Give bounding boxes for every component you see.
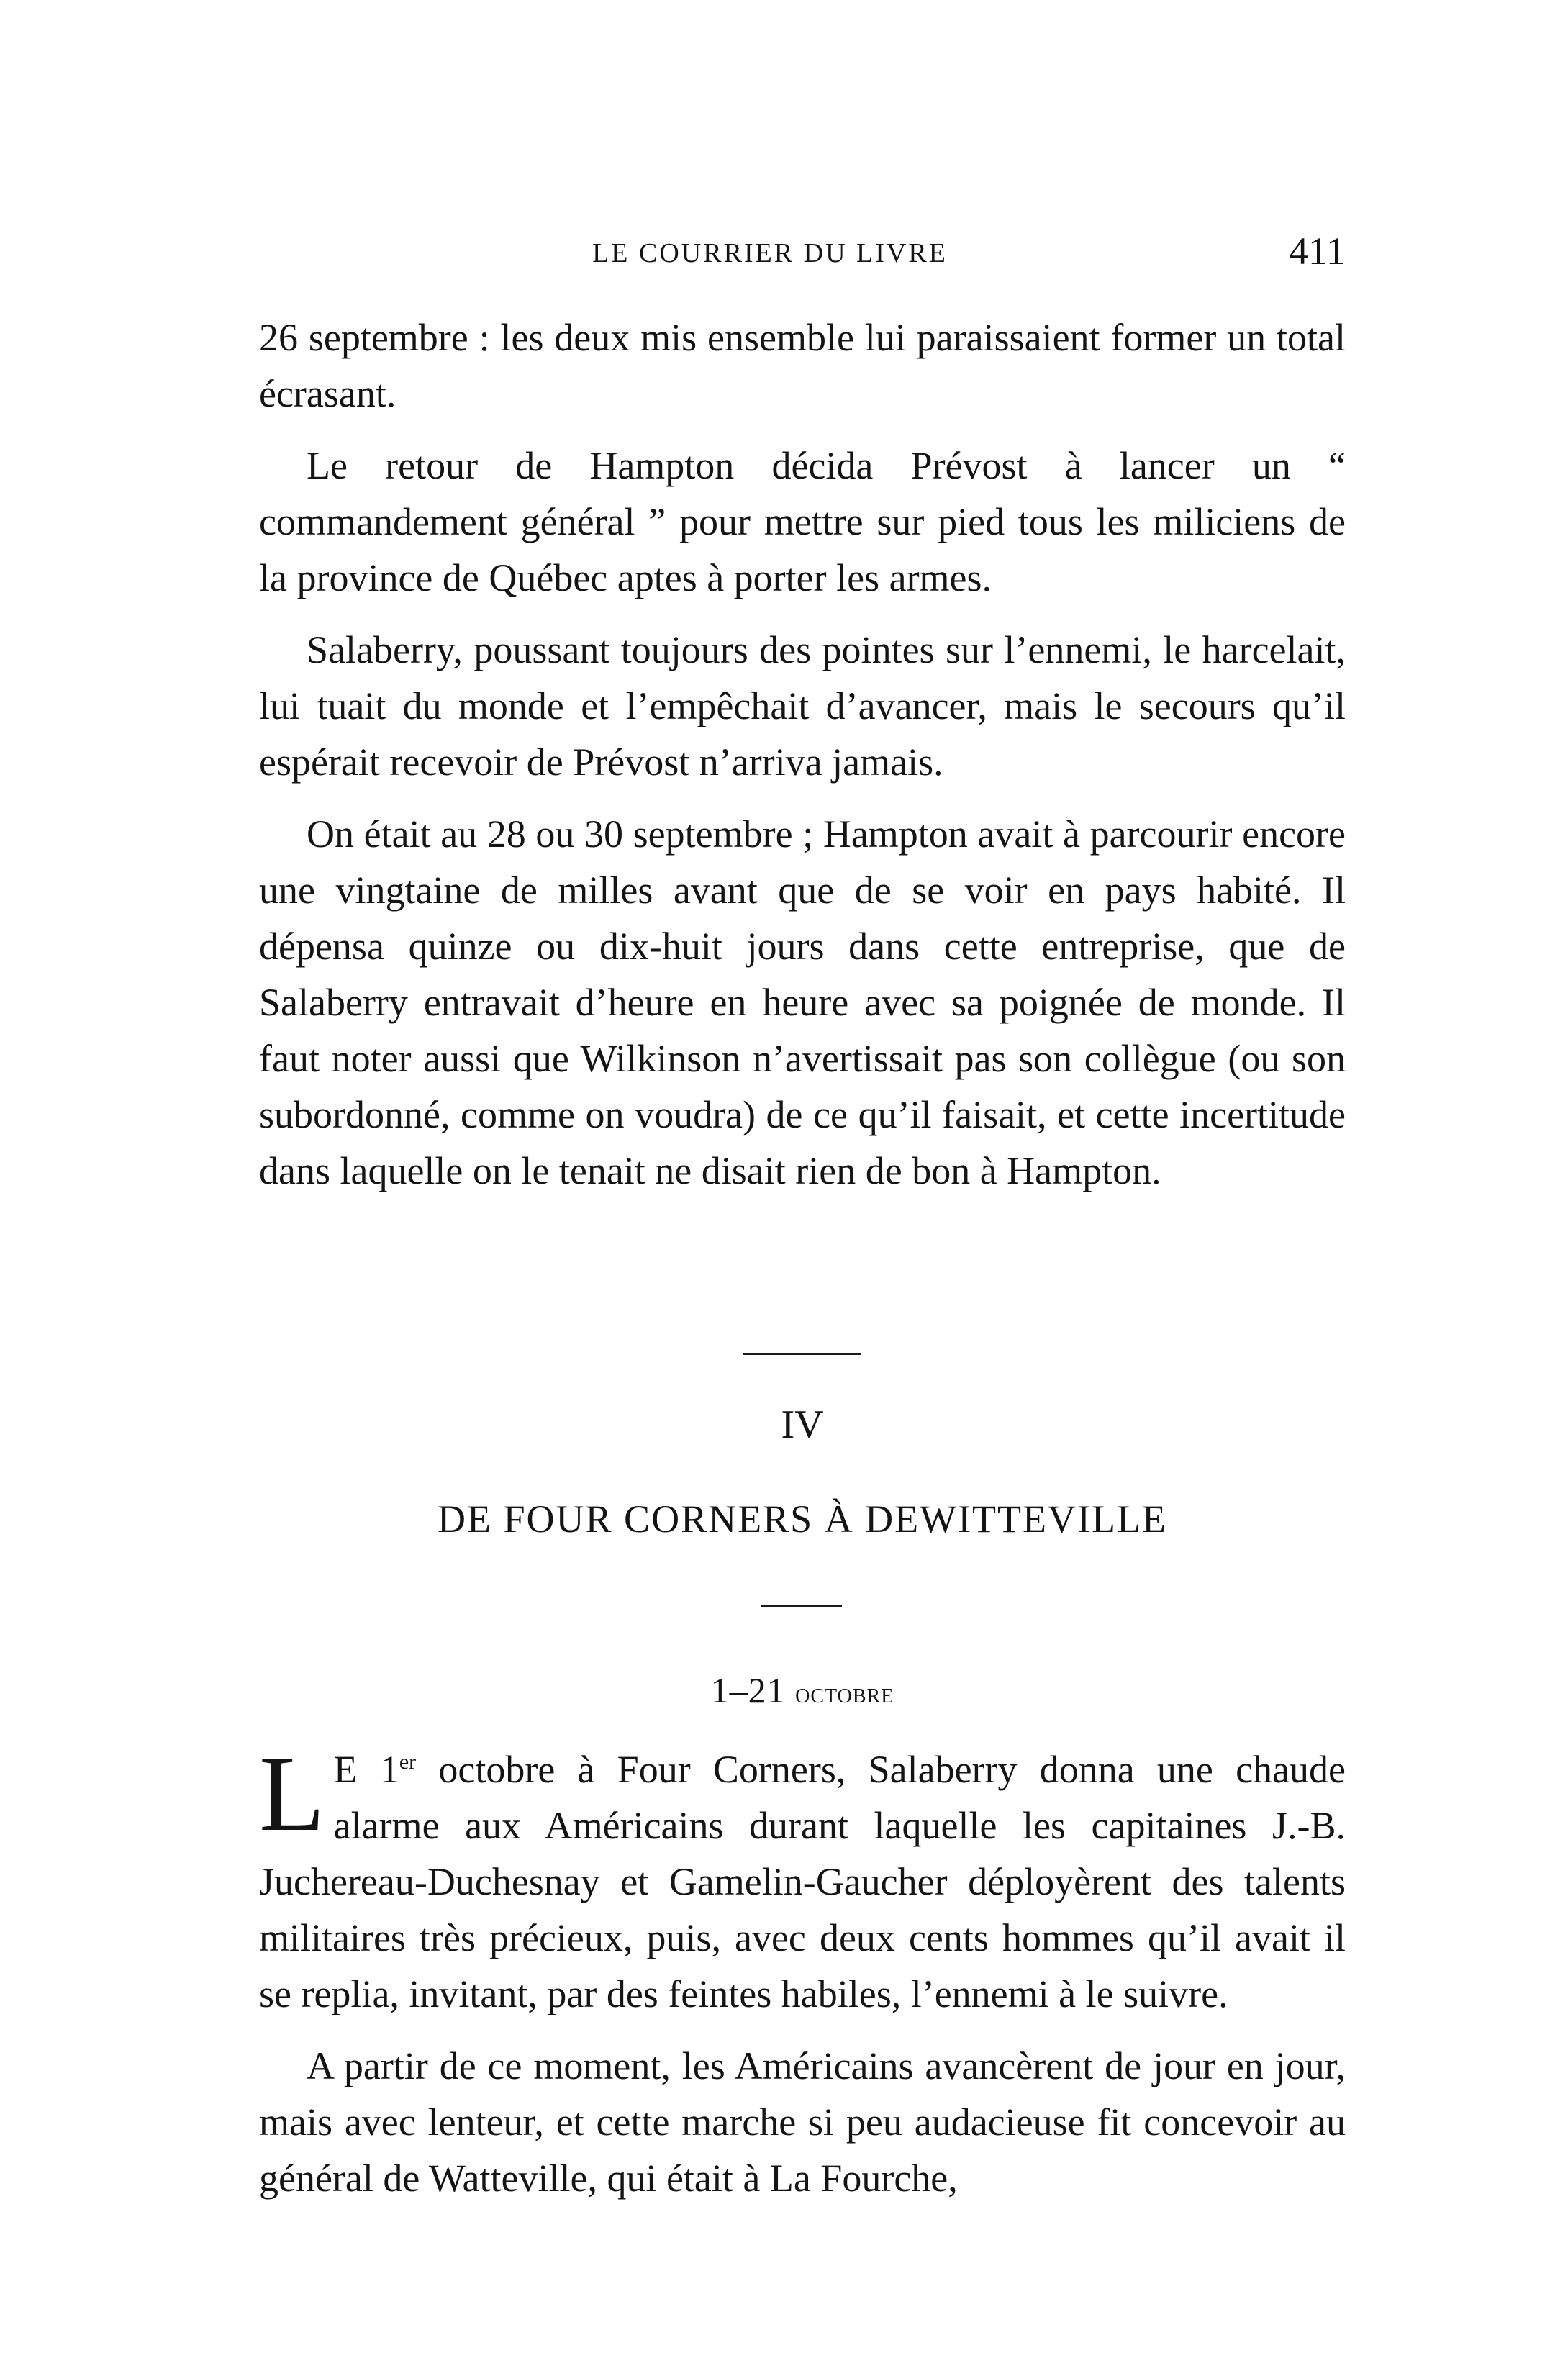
section-body bbox=[259, 1734, 1346, 2206]
paragraph-2: Le retour de Hampton décida Prévost à lancer un “ commandement général ” pour mettre sur pied tous les miliciens de la province de Québec aptes à porter les armes. bbox=[259, 444, 1346, 599]
section-date-month: octobre bbox=[795, 1677, 894, 1709]
paragraph-3: Salaberry, poussant toujours des pointes sur l’ennemi, le harcelait, lui tuait du monde et l’empêchait d’avancer, mais le secours qu’il espérait recevoir de Prévost n’arriva jamais. bbox=[259, 628, 1346, 784]
page-number: 411 bbox=[1289, 230, 1346, 273]
section-title-rule bbox=[761, 1605, 842, 1607]
section-paragraph-1 bbox=[259, 1734, 1346, 2022]
section-divider-rule bbox=[743, 1353, 861, 1355]
drop-cap: L bbox=[259, 1734, 325, 1854]
section-date-days: 1–21 bbox=[710, 1670, 786, 1710]
section-date bbox=[259, 1669, 1346, 1711]
body-text-top bbox=[259, 309, 1346, 1199]
section-paragraph-2: A partir de ce moment, les Américains avancèrent de jour en jour, mais avec lenteur, et cette marche si peu audacieuse fit concevoir au général de Watteville, qui était à La Fourche, bbox=[259, 2044, 1346, 2200]
section-number: IV bbox=[781, 1402, 824, 1447]
section-paragraph-1-opening: E 1 bbox=[333, 1748, 399, 1791]
superscript-er: er bbox=[399, 1750, 417, 1774]
paragraph-1: 26 septembre : les deux mis ensemble lui paraissaient former un total écrasant. bbox=[259, 316, 1346, 415]
running-title: LE COURRIER DU LIVRE bbox=[592, 238, 948, 268]
section-title: DE FOUR CORNERS À DEWITTEVILLE bbox=[438, 1497, 1167, 1541]
paragraph-4: On était au 28 ou 30 septembre ; Hampton avait à parcourir encore une vingtaine de milles avant que de se voir en pays habité. Il dépensa quinze ou dix-huit jours dans cette entreprise, que de Salaberry entravait d’heure en heure avec sa poignée de monde. Il faut noter aussi que Wilkinson n’avertissait pas son collègue (ou son subordonné, comme on voudra) de ce qu’il faisait, et cette incertitude dans laquelle on le tenait ne disait rien de bon à Hampton. bbox=[259, 812, 1346, 1192]
section-paragraph-1-text: octobre à Four Corners, Salaberry donna une chaude alarme aux Américains durant laquelle les capitaines J.-B. Juchereau-Duchesnay et Gamelin-Gaucher déployèrent des talents militaires très précieux, puis, avec deux cents hommes qu’il avait il se replia, invitant, par des feintes habiles, l’ennemi à le suivre. bbox=[259, 1748, 1346, 2015]
page-header bbox=[259, 229, 1346, 272]
